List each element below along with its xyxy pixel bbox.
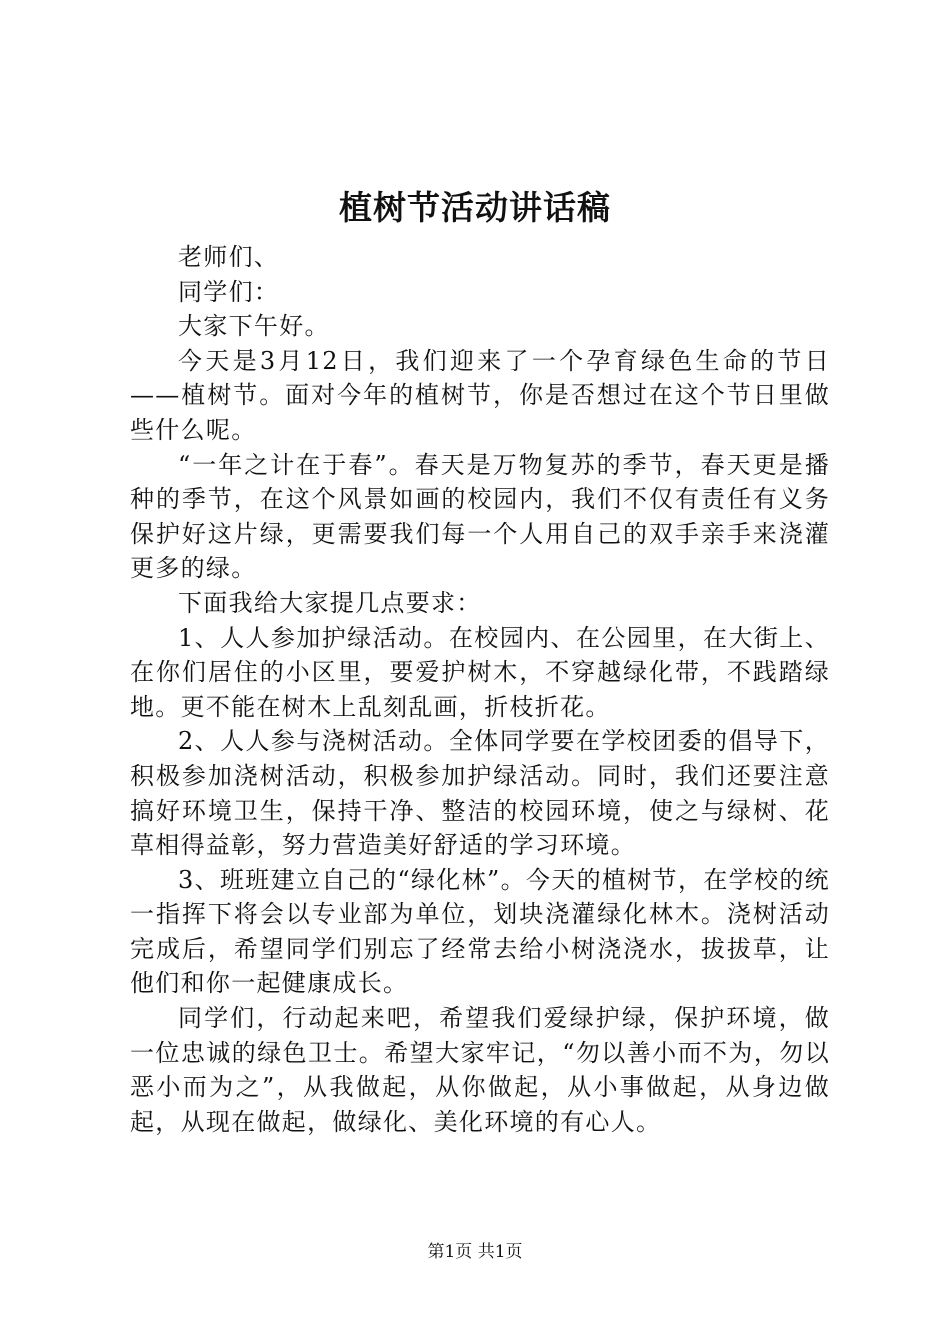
- paragraph: 下面我给大家提几点要求：: [178, 588, 482, 617]
- paragraph: 同学们：: [178, 277, 280, 306]
- paragraph: 同学们，行动起来吧，希望我们爱绿护绿，保护环境，做一位忠诚的绿色卫士。希望大家牢记，“勿以善小而不为，勿以恶小而为之”，从我做起，从你做起，从小事做起，从身边做起，从现在做起，做绿化、美化环境的有心人。: [130, 1004, 830, 1136]
- paragraph: 老师们、: [178, 243, 280, 271]
- paragraph: 大家下午好。: [178, 312, 330, 341]
- paragraph: 3、班班建立自己的“绿化林”。今天的植树节，在学校的统一指挥下将会以专业部为单位，划块浇灌绿化林木。浇树活动完成后，希望同学们别忘了经常去给小树浇浇水，拔拔草，让他们和你一起健康成长。: [130, 865, 830, 998]
- page-title: 植树节活动讲话稿: [339, 188, 611, 227]
- document-body: [130, 240, 830, 1139]
- paragraph: 2、人人参与浇树活动。全体同学要在学校团委的倡导下，积极参加浇树活动，积极参加护绿活动。同时，我们还要注意搞好环境卫生，保持干净、整洁的校园环境，使之与绿树、花草相得益彰，努力营造美好舒适的学习环境。: [130, 727, 830, 860]
- paragraph: “一年之计在于春”。春天是万物复苏的季节，春天更是播种的季节，在这个风景如画的校园内，我们不仅有责任有义务保护好这片绿，更需要我们每一个人用自己的双手亲手来浇灌更多的绿。: [130, 450, 830, 583]
- paragraph: 今天是3月12日，我们迎来了一个孕育绿色生命的节日——植树节。面对今年的植树节，你是否想过在这个节日里做些什么呢。: [130, 346, 830, 444]
- page-number-footer: 第1页 共1页: [427, 1242, 523, 1262]
- paragraph: 1、人人参加护绿活动。在校园内、在公园里，在大街上、在你们居住的小区里，要爱护树木，不穿越绿化带，不践踏绿地。更不能在树木上乱刻乱画，折枝折花。: [130, 623, 830, 721]
